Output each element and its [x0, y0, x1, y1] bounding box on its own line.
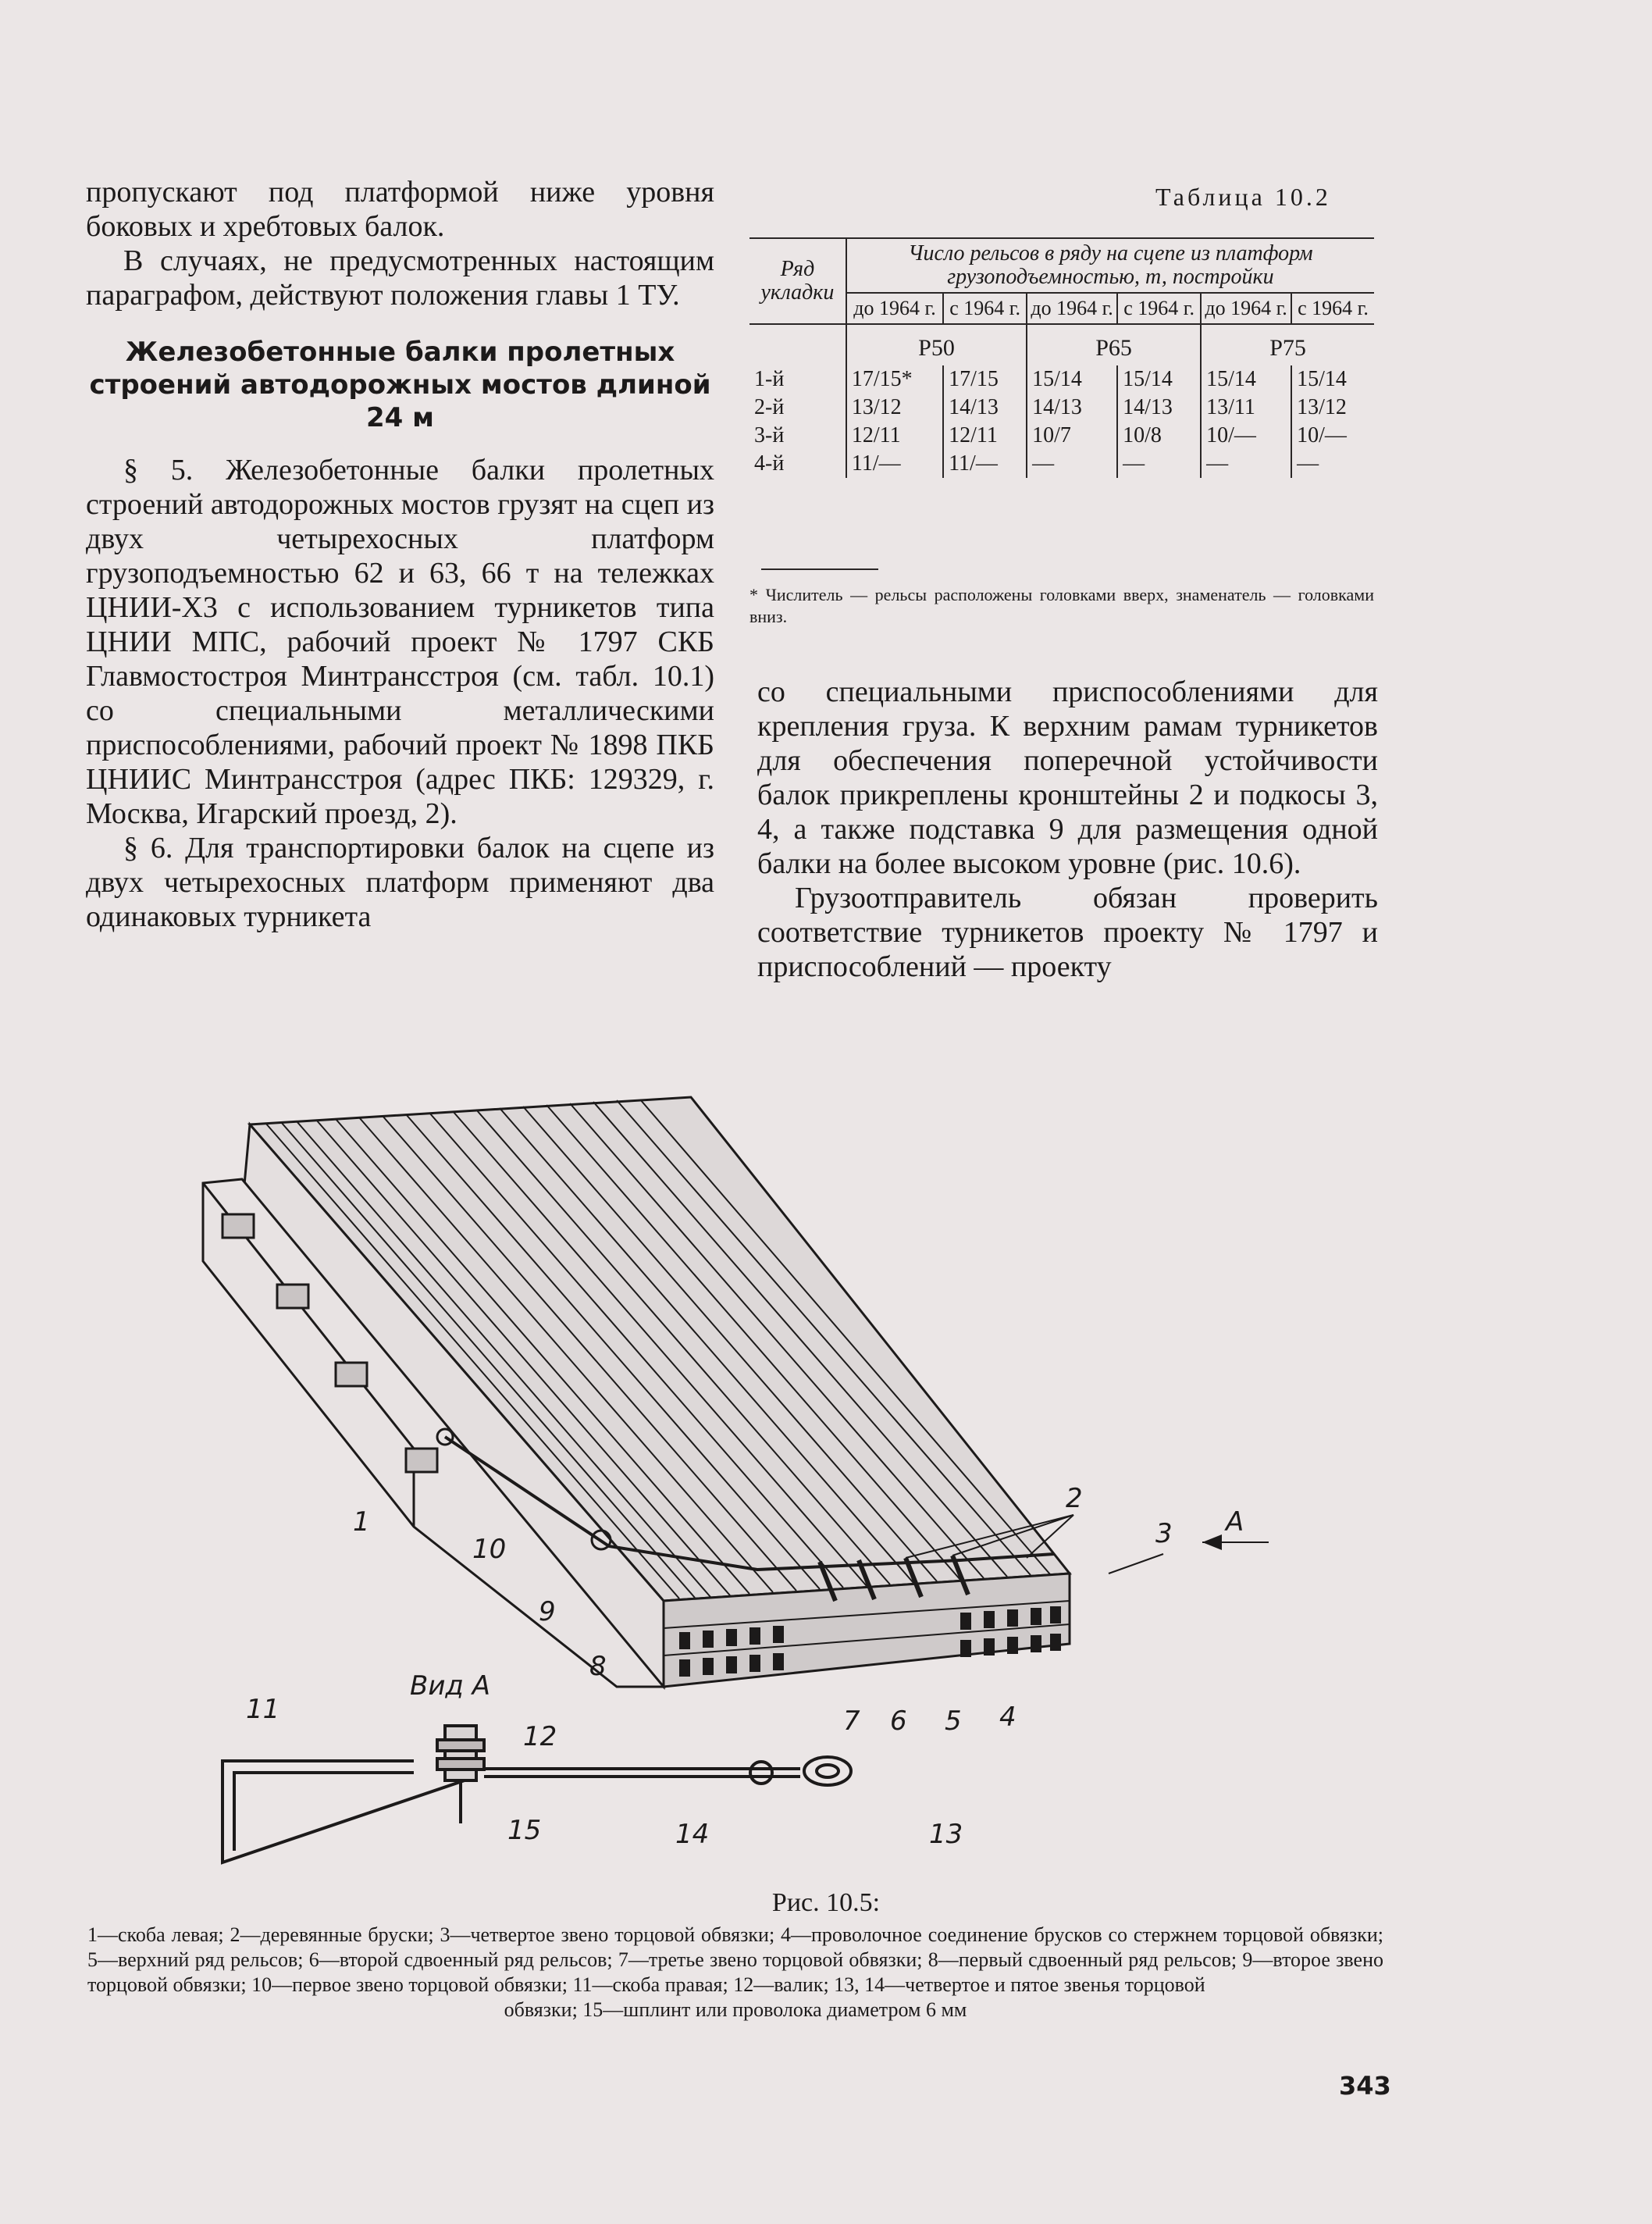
label-8: 8 — [589, 1651, 607, 1682]
label-13: 13 — [929, 1819, 963, 1850]
column-header: до 1964 г. — [846, 293, 943, 324]
label-15: 15 — [507, 1815, 542, 1846]
rail-grade: Р75 — [1201, 324, 1374, 365]
group-header: Число рельсов в ряду на сцепе из платформ грузоподъемностью, т, постройки — [846, 238, 1374, 293]
table-row: 1-й 17/15* 17/15 15/14 15/14 15/14 15/14 — [749, 365, 1374, 394]
label-12: 12 — [523, 1721, 557, 1752]
table-row: 3-й 12/11 12/11 10/7 10/8 10/— 10/— — [749, 422, 1374, 450]
rail-grade: Р65 — [1027, 324, 1201, 365]
view-a-label: Вид А — [410, 1670, 490, 1702]
row-header: Ряд укладки — [749, 238, 846, 324]
view-arrow-label: А — [1226, 1506, 1244, 1538]
rail-loading-figure — [180, 1093, 1273, 1882]
label-14: 14 — [675, 1819, 710, 1850]
column-header: с 1964 г. — [1291, 293, 1374, 324]
page-number: 343 — [1339, 2071, 1391, 2101]
paragraph: § 6. Для транспортировки балок на сцепе из двух четырехосных платформ применяют два одинаковых турникета — [86, 832, 714, 933]
paragraph: пропускают под платформой ниже уровня боковых и хребтовых балок. — [86, 176, 714, 243]
figure-title: Рис. 10.5: — [771, 1888, 881, 1917]
figure-legend — [87, 1923, 1383, 2023]
platform-drawing — [203, 1097, 1269, 1687]
section-heading: Железобетонные балки пролетных строений автодорожных мостов длиной 24 м — [89, 337, 711, 433]
left-text-column — [86, 175, 714, 934]
rails-table — [749, 237, 1374, 478]
label-1: 1 — [353, 1506, 370, 1538]
label-9: 9 — [539, 1596, 556, 1627]
paragraph: со специальными приспособлениями для крепления груза. К верхним рамам турникетов для обеспечения поперечной устойчивости балок прикреплены кронштейны 2 и подкосы 3, 4, а также подставка 9 для размещения одной балки на более высоком уровне (рис. 10.6). — [757, 675, 1378, 880]
label-3: 3 — [1155, 1518, 1173, 1549]
label-6: 6 — [890, 1705, 907, 1737]
footnote-rule — [761, 568, 878, 570]
table-row: 2-й 13/12 14/13 14/13 14/13 13/11 13/12 — [749, 394, 1374, 422]
column-header: до 1964 г. — [1201, 293, 1291, 324]
paragraph: В случаях, не предусмотренных настоящим параграфом, действуют положения главы 1 ТУ. — [86, 244, 714, 312]
table-footnote: * Числитель — рельсы расположены головками вверх, знаменатель — головками вниз. — [749, 585, 1374, 626]
column-header: с 1964 г. — [1117, 293, 1201, 324]
label-5: 5 — [945, 1705, 962, 1737]
paragraph: Грузоотправитель обязан проверить соответствие турникетов проекту № 1797 и приспособлений — проекту — [757, 882, 1378, 983]
label-4: 4 — [999, 1702, 1016, 1733]
column-header: до 1964 г. — [1027, 293, 1117, 324]
column-header: с 1964 г. — [943, 293, 1027, 324]
label-11: 11 — [246, 1694, 280, 1725]
label-10: 10 — [472, 1534, 507, 1565]
paragraph: § 5. Железобетонные балки пролетных строений автодорожных мостов грузят на сцеп из двух четырехосных платформ грузоподъемностью 62 и 63, 66 т на тележках ЦНИИ-Х3 с использованием турникетов типа ЦНИИ МПС, рабочий проект № 1797 СКБ Главмостостроя Минтрансстроя (см. табл. 10.1) со специальными металлическими приспособлениями, рабочий проект № 1898 ПКБ ЦНИИС Минтрансстроя (адрес ПКБ: 129329, г. Москва, Игарский проезд, 2). — [86, 454, 714, 830]
rail-grade: Р50 — [846, 324, 1027, 365]
label-2: 2 — [1066, 1483, 1083, 1514]
table-caption: Таблица 10.2 — [1155, 183, 1331, 211]
table-row: 4-й 11/— 11/— — — — — — [749, 450, 1374, 478]
figure-legend-text: 1—скоба левая; 2—деревянные бруски; 3—четвертое звено торцовой обвязки; 4—проволочное соединение брусков со стержнем торцовой обвязки; 5—верхний ряд рельсов; 6—второй сдвоенный ряд рельсов; 7—третье звено торцовой обвязки; 8—первый сдвоенный ряд рельсов; 9—второе звено торцовой обвязки; 10—первое звено торцовой обвязки; 11—скоба правая; 12—валик; 13, 14—четвертое и пятое звенья торцовой — [87, 1923, 1383, 1996]
figure-legend-last-line: обвязки; 15—шплинт или проволока диаметром 6 мм — [504, 1998, 967, 2021]
right-text-column — [757, 675, 1378, 984]
label-7: 7 — [843, 1705, 860, 1737]
